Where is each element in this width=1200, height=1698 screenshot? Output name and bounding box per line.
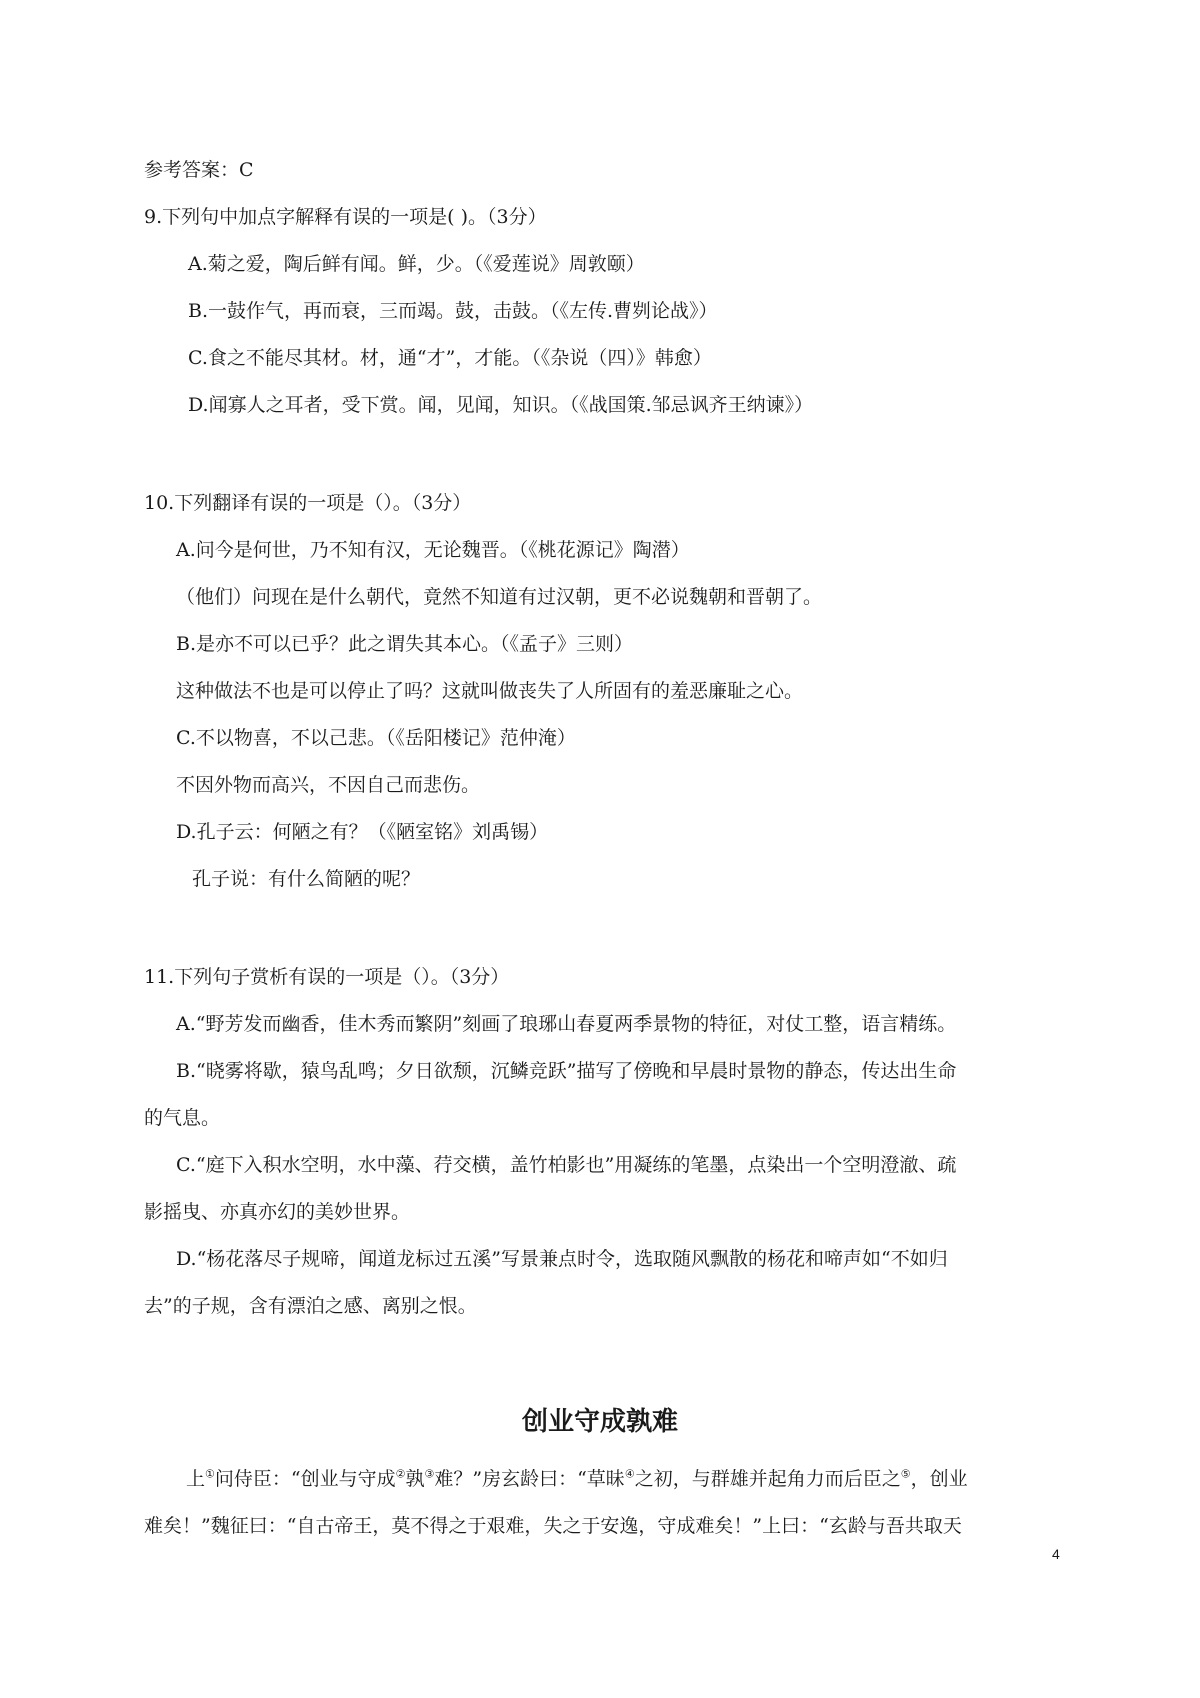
question-10-option-d-translation: 孔子说：有什么简陋的呢？ xyxy=(192,868,421,890)
question-9-option-b: B.一鼓作气，再而衰，三而竭。鼓，击鼓。（《左传.曹刿论战》） xyxy=(188,300,718,322)
passage-title: 创业守成孰难 xyxy=(521,1407,678,1437)
footnote-marker: ④ xyxy=(624,1467,635,1481)
page-number: 4 xyxy=(1052,1546,1060,1562)
question-10-option-b: B.是亦不可以已乎？此之谓失其本心。（《孟子》三则） xyxy=(176,633,634,655)
question-11-option-c-line-1: C.“庭下入积水空明，水中藻、荇交横，盖竹柏影也”用凝练的笔墨，点染出一个空明澄澈、疏 xyxy=(176,1154,957,1176)
footnote-marker: ① xyxy=(205,1467,215,1481)
question-11-option-b-line-2: 的气息。 xyxy=(144,1107,221,1129)
question-11-option-c-line-2: 影摇曳、亦真亦幻的美妙世界。 xyxy=(144,1201,411,1223)
question-11-option-a: A.“野芳发而幽香，佳木秀而繁阴”刻画了琅琊山春夏两季景物的特征，对仗工整，语言精练。 xyxy=(176,1013,957,1035)
passage-text: 难？”房玄龄曰：“草昧 xyxy=(434,1468,625,1490)
footnote-marker: ⑤ xyxy=(900,1467,911,1481)
question-10-option-a-translation: （他们）问现在是什么朝代，竟然不知道有过汉朝，更不必说魏朝和晋朝了。 xyxy=(176,586,823,608)
question-11-option-b-line-1: B.“晓雾将歇，猿鸟乱鸣；夕日欲颓，沉鳞竞跃”描写了傍晚和早晨时景物的静态，传达出生命 xyxy=(176,1060,957,1082)
passage-text: 孰 xyxy=(405,1468,425,1490)
passage-text: 之初，与群雄并起角力而后臣之 xyxy=(634,1468,901,1490)
question-11-stem: 11.下列句子赏析有误的一项是（）。（3分） xyxy=(144,966,510,988)
question-9-option-d: D.闻寡人之耳者，受下赏。闻，见闻，知识。（《战国策.邹忌讽齐王纳谏》） xyxy=(188,394,814,416)
question-10-option-c: C.不以物喜，不以己悲。（《岳阳楼记》范仲淹） xyxy=(176,727,576,749)
question-9-stem: 9.下列句中加点字解释有误的一项是( )。（3分） xyxy=(144,206,547,228)
passage-text: 问侍臣：“创业与守成 xyxy=(214,1468,396,1490)
footnote-marker: ② xyxy=(395,1467,406,1481)
passage-text: 上 xyxy=(186,1468,206,1490)
question-9-option-c: C.食之不能尽其材。材，通“才”，才能。（《杂说（四）》韩愈） xyxy=(188,347,712,369)
question-11-option-d-line-2: 去”的子规，含有漂泊之感、离别之恨。 xyxy=(144,1295,477,1317)
question-10-option-c-translation: 不因外物而高兴，不因自己而悲伤。 xyxy=(176,774,481,796)
question-11-option-d-line-1: D.“杨花落尽子规啼，闻道龙标过五溪”写景兼点时令，选取随风飘散的杨花和啼声如“不如归 xyxy=(176,1248,948,1270)
question-10-option-a: A.问今是何世，乃不知有汉，无论魏晋。（《桃花源记》陶潜） xyxy=(176,539,690,561)
question-10-option-d: D.孔子云：何陋之有？（《陋室铭》刘禹锡） xyxy=(176,821,549,843)
passage-line-2: 难矣！”魏征曰：“自古帝王，莫不得之于艰难，失之于安逸，守成难矣！”上曰：“玄龄与吾共取天 xyxy=(144,1515,962,1537)
question-10-stem: 10.下列翻译有误的一项是（）。（3分） xyxy=(144,492,472,514)
answer-line: 参考答案：C xyxy=(144,159,254,181)
question-9-option-a: A.菊之爱，陶后鲜有闻。鲜，少。（《爱莲说》周敦颐） xyxy=(188,253,645,275)
passage-line-1 xyxy=(186,1465,968,1493)
footnote-marker: ③ xyxy=(424,1467,435,1481)
question-10-option-b-translation: 这种做法不也是可以停止了吗？这就叫做丧失了人所固有的羞恶廉耻之心。 xyxy=(176,680,804,702)
passage-text: ，创业 xyxy=(910,1468,968,1490)
